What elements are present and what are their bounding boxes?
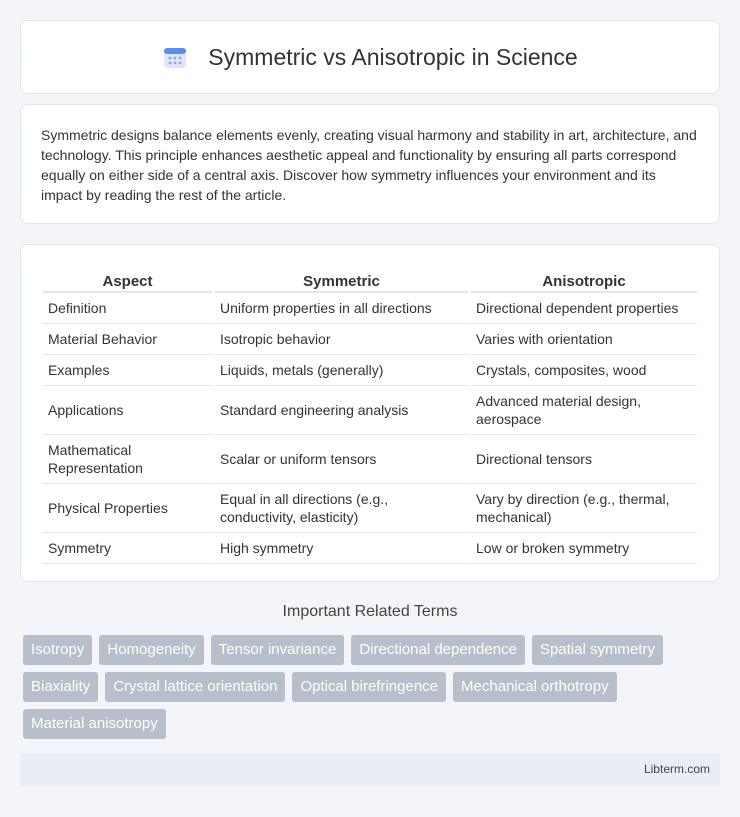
footer bbox=[20, 753, 720, 786]
table-cell: Physical Properties bbox=[43, 484, 212, 533]
table-row bbox=[43, 355, 697, 386]
header-card bbox=[20, 20, 720, 94]
comparison-table-card bbox=[20, 244, 720, 582]
related-term-tag[interactable]: Tensor invariance bbox=[211, 635, 345, 665]
related-term-tag[interactable]: Biaxiality bbox=[23, 672, 98, 702]
related-term-tag[interactable]: Isotropy bbox=[23, 635, 92, 665]
comparison-table bbox=[40, 267, 700, 564]
table-cell: Examples bbox=[43, 355, 212, 386]
column-header: Anisotropic bbox=[471, 267, 697, 293]
intro-card bbox=[20, 104, 720, 224]
related-term-tag[interactable]: Crystal lattice orientation bbox=[105, 672, 285, 702]
footer-site-link[interactable]: Libterm.com bbox=[643, 762, 710, 776]
table-cell: Directional dependent properties bbox=[471, 293, 697, 324]
table-cell: Scalar or uniform tensors bbox=[215, 435, 468, 484]
column-header: Aspect bbox=[43, 267, 212, 293]
table-cell: Low or broken symmetry bbox=[471, 533, 697, 564]
table-row bbox=[43, 324, 697, 355]
column-header: Symmetric bbox=[215, 267, 468, 293]
table-cell: Directional tensors bbox=[471, 435, 697, 484]
related-terms-list bbox=[23, 635, 723, 739]
table-row bbox=[43, 293, 697, 324]
page-title: Symmetric vs Anisotropic in Science bbox=[208, 43, 578, 70]
table-cell: Liquids, metals (generally) bbox=[215, 355, 468, 386]
table-row bbox=[43, 533, 697, 564]
intro-text: Symmetric designs balance elements evenly, creating visual harmony and stability in art, architecture, and technology. This principle enhances aesthetic appeal and functionality by ensuring all parts correspond equally on either side of a central axis. Discover how symmetry influences your environment and its impact by reading the rest of the article. bbox=[41, 127, 697, 203]
related-term-tag[interactable]: Mechanical orthotropy bbox=[453, 672, 617, 702]
table-row bbox=[43, 484, 697, 533]
table-header-row bbox=[43, 267, 697, 293]
table-cell: Uniform properties in all directions bbox=[215, 293, 468, 324]
related-term-tag[interactable]: Spatial symmetry bbox=[532, 635, 663, 665]
table-cell: High symmetry bbox=[215, 533, 468, 564]
table-cell: Definition bbox=[43, 293, 212, 324]
table-cell: Material Behavior bbox=[43, 324, 212, 355]
table-cell: Vary by direction (e.g., thermal, mechanical) bbox=[471, 484, 697, 533]
table-row bbox=[43, 386, 697, 435]
related-term-tag[interactable]: Optical birefringence bbox=[292, 672, 446, 702]
table-cell: Mathematical Representation bbox=[43, 435, 212, 484]
table-cell: Varies with orientation bbox=[471, 324, 697, 355]
table-cell: Advanced material design, aerospace bbox=[471, 386, 697, 435]
table-row bbox=[43, 435, 697, 484]
related-term-tag[interactable]: Material anisotropy bbox=[23, 709, 166, 739]
table-cell: Isotropic behavior bbox=[215, 324, 468, 355]
related-terms-title: Important Related Terms bbox=[282, 603, 458, 620]
calendar-icon bbox=[162, 44, 188, 70]
table-cell: Standard engineering analysis bbox=[215, 386, 468, 435]
table-cell: Applications bbox=[43, 386, 212, 435]
related-term-tag[interactable]: Homogeneity bbox=[99, 635, 203, 665]
table-cell: Crystals, composites, wood bbox=[471, 355, 697, 386]
table-cell: Equal in all directions (e.g., conductivity, elasticity) bbox=[215, 484, 468, 533]
table-cell: Symmetry bbox=[43, 533, 212, 564]
related-term-tag[interactable]: Directional dependence bbox=[351, 635, 525, 665]
